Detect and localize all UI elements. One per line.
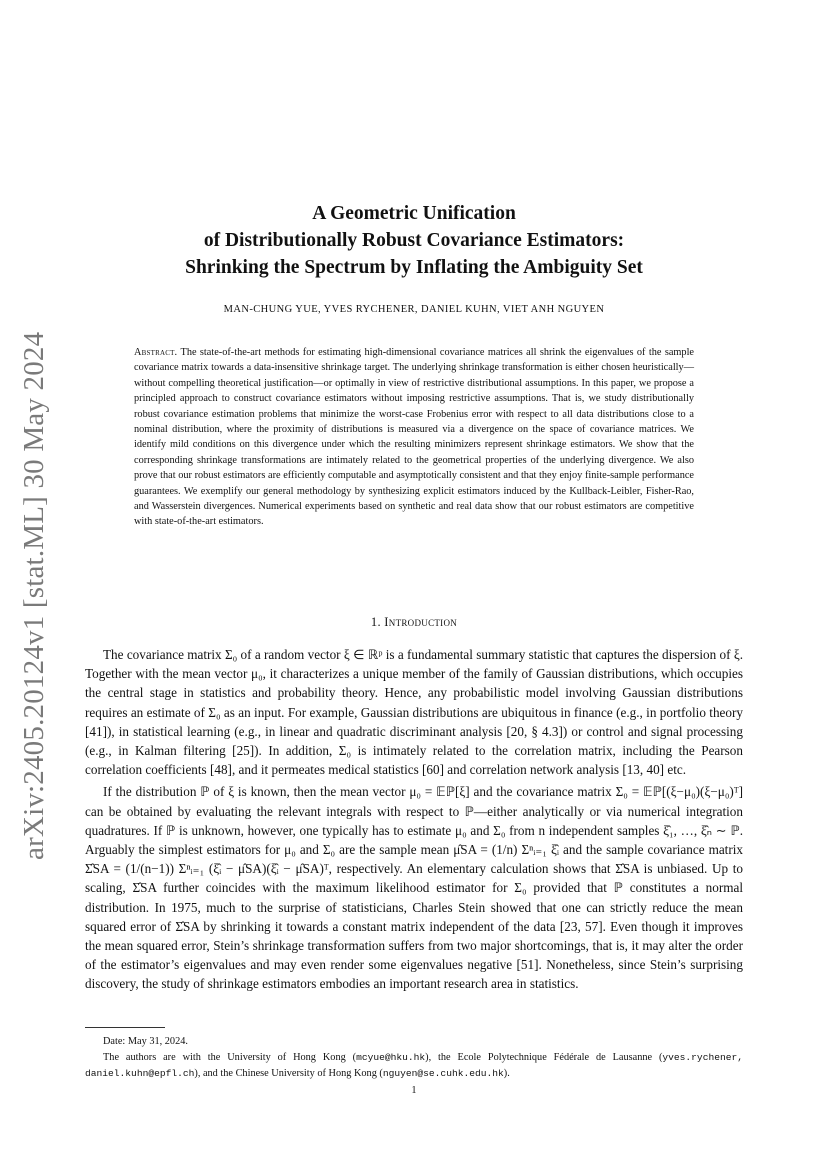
author-list: MAN-CHUNG YUE, YVES RYCHENER, DANIEL KUHN, VIET ANH NGUYEN: [223, 304, 605, 315]
abstract-text: The state-of-the-art methods for estimating high-dimensional covariance matrices all shrink the eigenvalues of the sample covariance matrix towards a data-insensitive shrinkage target. The underlying shrinkage transformation is either chosen heuristically—without compelling theoretical justification—or optimally in view of restrictive distributional assumptions. In this paper, we propose a principled approach to construct covariance estimators without imposing restrictive assumptions. That is, we study distributionally robust covariance estimation problems that minimize the worst-case Frobenius error with respect to all data distributions close to a nominal distribution, where the proximity of distributions is measured via a divergence on the space of covariance matrices. We identify mild conditions on this divergence under which the resulting minimizers represent shrinkage estimators. We show that the corresponding shrinkage transformations are intimately related to the geometrical properties of the underlying divergence. We also prove that our robust estimators are efficiently computable and asymptotically consistent and that they enjoy finite-sample performance guarantees. We exemplify our general methodology by synthesizing explicit estimators induced by the Kullback-Leibler, Fisher-Rao, and Wasserstein divergences. Numerical experiments based on synthetic and real data show that our robust estimators are competitive with state-of-the-art estimators.: [134, 347, 694, 528]
abstract: [134, 345, 694, 530]
paragraph: The covariance matrix Σ₀ of a random vector ξ ∈ ℝᵖ is a fundamental summary statistic that captures the dispersion of ξ. Together with the mean vector μ₀, it characterizes a unique member of the family of Gaussian distributions, which occupies the central stage in statistics and probability theory. Hence, any probabilistic model involving Gaussian distributions requires an estimate of Σ₀ as an input. For example, Gaussian distributions are ubiquitous in finance (e.g., in portfolio theory [41]), in statistical learning (e.g., in linear and quadratic discriminant analysis [20, § 4.3]) or control and signal processing (e.g., in Kalman filtering [25]). In addition, Σ₀ is intimately related to the correlation matrix, including the Pearson correlation coefficients [48], and it permeates medical statistics [60] and correlation network analysis [13, 40] etc.: [85, 647, 743, 778]
introduction-body: [85, 645, 743, 994]
affiliation-text: ), the Ecole Polytechnique Fédérale de Lausanne (: [425, 1052, 663, 1063]
title-line-1: A Geometric Unification: [312, 203, 516, 224]
arxiv-identifier: arXiv:2405.20124v1 [stat.ML] 30 May 2024: [18, 331, 50, 860]
affiliation-footnote: [85, 1050, 743, 1082]
date-footnote: Date: May 31, 2024.: [103, 1036, 188, 1047]
abstract-heading: Abstract.: [134, 347, 178, 358]
email-hku: mcyue@hku.hk: [356, 1052, 426, 1063]
section-heading-introduction: 1. Introduction: [370, 615, 458, 629]
affiliation-text: The authors are with the University of Hong Kong (: [103, 1052, 357, 1063]
affiliation-text: ), and the Chinese University of Hong Kong (: [194, 1068, 383, 1079]
title-line-3: Shrinking the Spectrum by Inflating the Ambiguity Set: [185, 257, 643, 278]
email-cuhk: nguyen@se.cuhk.edu.hk: [382, 1068, 504, 1079]
title-line-2: of Distributionally Robust Covariance Estimators:: [203, 230, 625, 251]
footnote-divider: [85, 1027, 165, 1028]
email-epfl: yves.rychener, daniel.kuhn@epfl.ch: [85, 1052, 743, 1079]
paragraph: If the distribution ℙ of ξ is known, then the mean vector μ₀ = 𝔼ℙ[ξ] and the covariance matrix Σ₀ = 𝔼ℙ[(ξ−μ₀)(ξ−μ₀)ᵀ] can be obtained by evaluating the relevant integrals with respect to ℙ—either analytically or via numerical integration quadratures. If ℙ is unknown, however, one typically has to estimate μ₀ and Σ₀ from n independent samples ξ̂₁, …, ξ̂ₙ ∼ ℙ. Arguably the simplest estimators for μ₀ and Σ₀ are the sample mean μ̂SA = (1/n) Σⁿᵢ₌₁ ξ̂ᵢ and the sample covariance matrix Σ̂SA = (1/(n−1)) Σⁿᵢ₌₁ (ξ̂ᵢ − μ̂SA)(ξ̂ᵢ − μ̂SA)ᵀ, respectively. An elementary calculation shows that Σ̂SA is unbiased. Up to scaling, Σ̂SA further coincides with the maximum likelihood estimator for Σ₀ provided that ℙ constitutes a normal distribution. In 1975, much to the surprise of statisticians, Charles Stein showed that one can strictly reduce the mean squared error of Σ̂SA by shrinking it towards a constant matrix independent of the data [23, 57]. Even though it improves the mean squared error, Stein’s shrinkage transformation suffers from two major shortcomings, that is, it may alter the order of the estimator’s eigenvalues and may even render some eigenvalues negative [51]. Nonetheless, since Stein’s surprising discovery, the study of shrinkage estimators embodies an important research area in statistics.: [85, 784, 743, 992]
footnotes: [85, 1034, 743, 1082]
affiliation-text: ).: [503, 1068, 510, 1079]
page-number: 1: [411, 1085, 417, 1096]
paper-title: [85, 200, 743, 281]
